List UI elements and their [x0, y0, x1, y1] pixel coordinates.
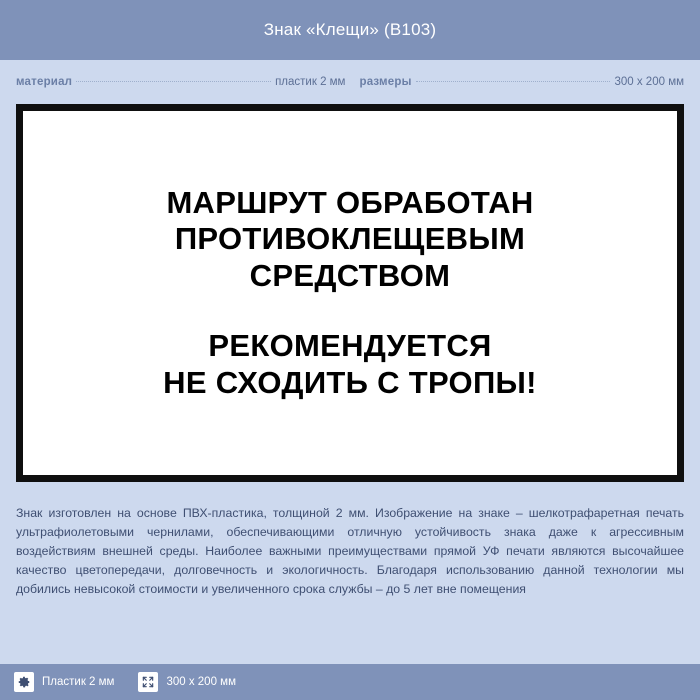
gear-icon — [14, 672, 34, 692]
footer-material-label: Пластик 2 мм — [42, 676, 115, 688]
footer-size-label: 300 x 200 мм — [166, 676, 236, 688]
sign-image — [16, 104, 684, 482]
footer-material — [14, 672, 114, 692]
page-title: Знак «Клещи» (B103) — [263, 20, 437, 39]
sign-image-wrapper — [0, 104, 700, 482]
dot-leader — [76, 81, 271, 82]
spec-size-label: размеры — [359, 76, 412, 88]
dot-leader — [416, 81, 611, 82]
sign-line-4: РЕКОМЕНДУЕТСЯ — [208, 328, 492, 364]
page-footer — [0, 664, 700, 700]
resize-icon — [138, 672, 158, 692]
footer-size — [138, 672, 236, 692]
spec-material-value: пластик 2 мм — [275, 76, 346, 88]
page-header — [0, 0, 700, 60]
sign-line-2: ПРОТИВОКЛЕЩЕВЫМ — [174, 221, 526, 257]
spec-size — [359, 76, 684, 88]
sign-line-1: МАРШРУТ ОБРАБОТАН — [166, 184, 534, 220]
spec-size-value: 300 x 200 мм — [614, 76, 685, 88]
sign-line-3: СРЕДСТВОМ — [249, 257, 451, 293]
spec-material — [16, 76, 345, 88]
specs-row — [0, 60, 700, 104]
sign-line-5: НЕ СХОДИТЬ С ТРОПЫ! — [163, 364, 537, 400]
product-description: Знак изготовлен на основе ПВХ-пластика, толщиной 2 мм. Изображение на знаке – шелкотрафаретная печать ультрафиолетовыми чернилами, обеспечивающими отличную устойчивость знака даже к агрессивным воздействиям внешней среды. Наиболее важными преимуществами прямой УФ печати являются высочайшее качество цветопередачи, долговечность и экологичность. Благодаря использованию данной технологии мы добились невысокой стоимости и увеличенного срока службы – до 5 лет вне помещения — [16, 506, 684, 597]
spec-material-label: материал — [16, 76, 73, 88]
